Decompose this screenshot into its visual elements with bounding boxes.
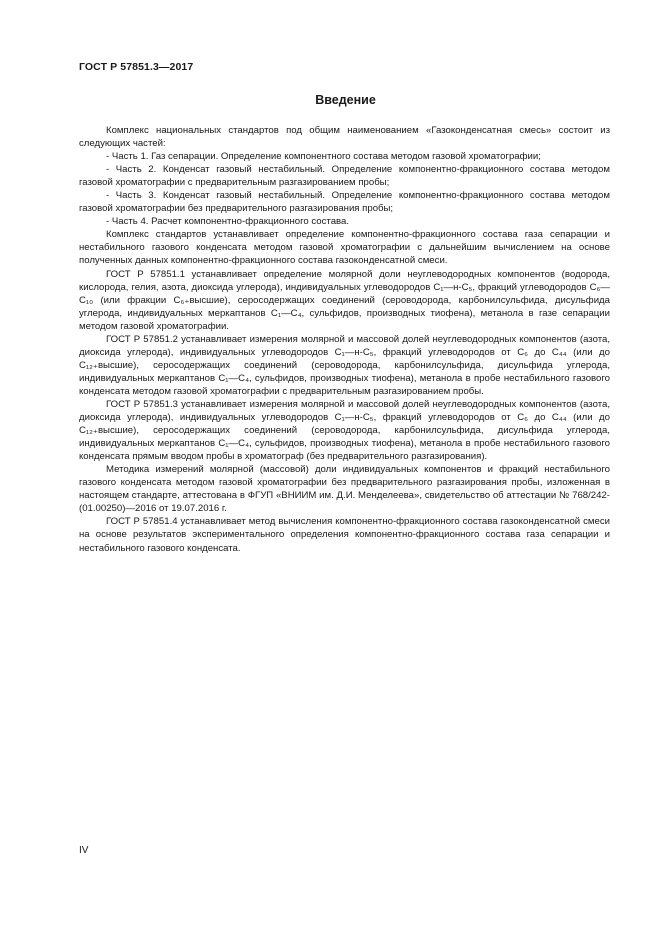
paragraph-scope: Комплекс стандартов устанавливает определение компонентно-фракционного состава газа сепарации и нестабильного газового конденсата методом газовой хроматографии с дальнейшим вычислением на основе полученных данных компонентно-фракционного состава газоконденсатной смеси.: [79, 229, 610, 267]
section-title: Введение: [315, 93, 376, 107]
paragraph-part-2: ГОСТ Р 57851.2 устанавливает измерения молярной и массовой долей неуглеводородных компонентов (азота, диоксида углерода), индивидуальных углеводородов C₁—н-C₅, фракций углеводородов от C₆ до C₄₄ (или до C₁₂₊высшие), серосодержащих соединений (сероводорода, карбонилсульфида, дисульфида углерода, индивидуальных меркаптанов C₁—C₄, сульфидов, производных тиофена), метанола в пробе нестабильного газового конденсата методом газовой хроматографии с предварительным разгазированием пробы.: [79, 333, 610, 397]
body-text: [79, 124, 610, 555]
page-number: IV: [79, 845, 89, 856]
list-item-part-4: - Часть 4. Расчет компонентно-фракционного состава.: [106, 216, 350, 228]
paragraph-method: Методика измерений молярной (массовой) доли индивидуальных компонентов и фракций нестабильного газового конденсата методом газовой хроматографии без предварительного разгазирования пробы, изложенная в настоящем стандарте, аттестована в ФГУП «ВНИИМ им. Д.И. Менделеева», свидетельство об аттестации № 768/242-(01.00250)—2016 от 19.07.2016 г.: [79, 464, 610, 515]
paragraph-part-4: ГОСТ Р 57851.4 устанавливает метод вычисления компонентно-фракционного состава газоконденсатной смеси на основе результатов экспериментального определения компонентно-фракционного состава газа сепарации и нестабильного газового конденсата.: [79, 516, 610, 554]
document-id: ГОСТ Р 57851.3—2017: [79, 61, 194, 73]
list-item-part-3: - Часть 3. Конденсат газовый нестабильный. Определение компонентно-фракционного состава методом газовой хроматографии без предварительного разгазирования пробы;: [79, 190, 610, 215]
list-item-part-1: - Часть 1. Газ сепарации. Определение компонентного состава методом газовой хроматографии;: [106, 151, 541, 163]
paragraph-part-3: ГОСТ Р 57851.3 устанавливает измерения молярной и массовой долей неуглеводородных компонентов (азота, диоксида углерода), индивидуальных углеводородов C₁—н-C₅, фракций углеводородов от C₆ до C₄₄ (или до C₁₂₊высшие), серосодержащих соединений (сероводорода, карбонилсульфида, дисульфида углерода, индивидуальных меркаптанов C₁—C₄, сульфидов, производных тиофена), метанола в пробе нестабильного газового конденсата прямым вводом пробы в хроматограф (без предварительного разгазирования).: [79, 398, 610, 463]
paragraph-intro: Комплекс национальных стандартов под общим наименованием «Газоконденсатная смесь» состоит из следующих частей:: [79, 125, 610, 150]
list-item-part-2: - Часть 2. Конденсат газовый нестабильный. Определение компонентно-фракционного состава методом газовой хроматографии с предварительным разгазированием пробы;: [79, 164, 610, 189]
paragraph-part-1: ГОСТ Р 57851.1 устанавливает определение молярной доли неуглеводородных компонентов (водорода, кислорода, гелия, азота, диоксида углерода), индивидуальных углеводородов C₁—н-C₅, фракций углеводородов C₆—C₁₀ (или фракции C₆₊высшие), серосодержащих соединений (сероводорода, карбонилсульфида, дисульфида углерода, индивидуальных меркаптанов C₁—C₄, сульфидов, производных тиофена), метанола в газе сепарации методом газовой хроматографии.: [79, 268, 610, 332]
